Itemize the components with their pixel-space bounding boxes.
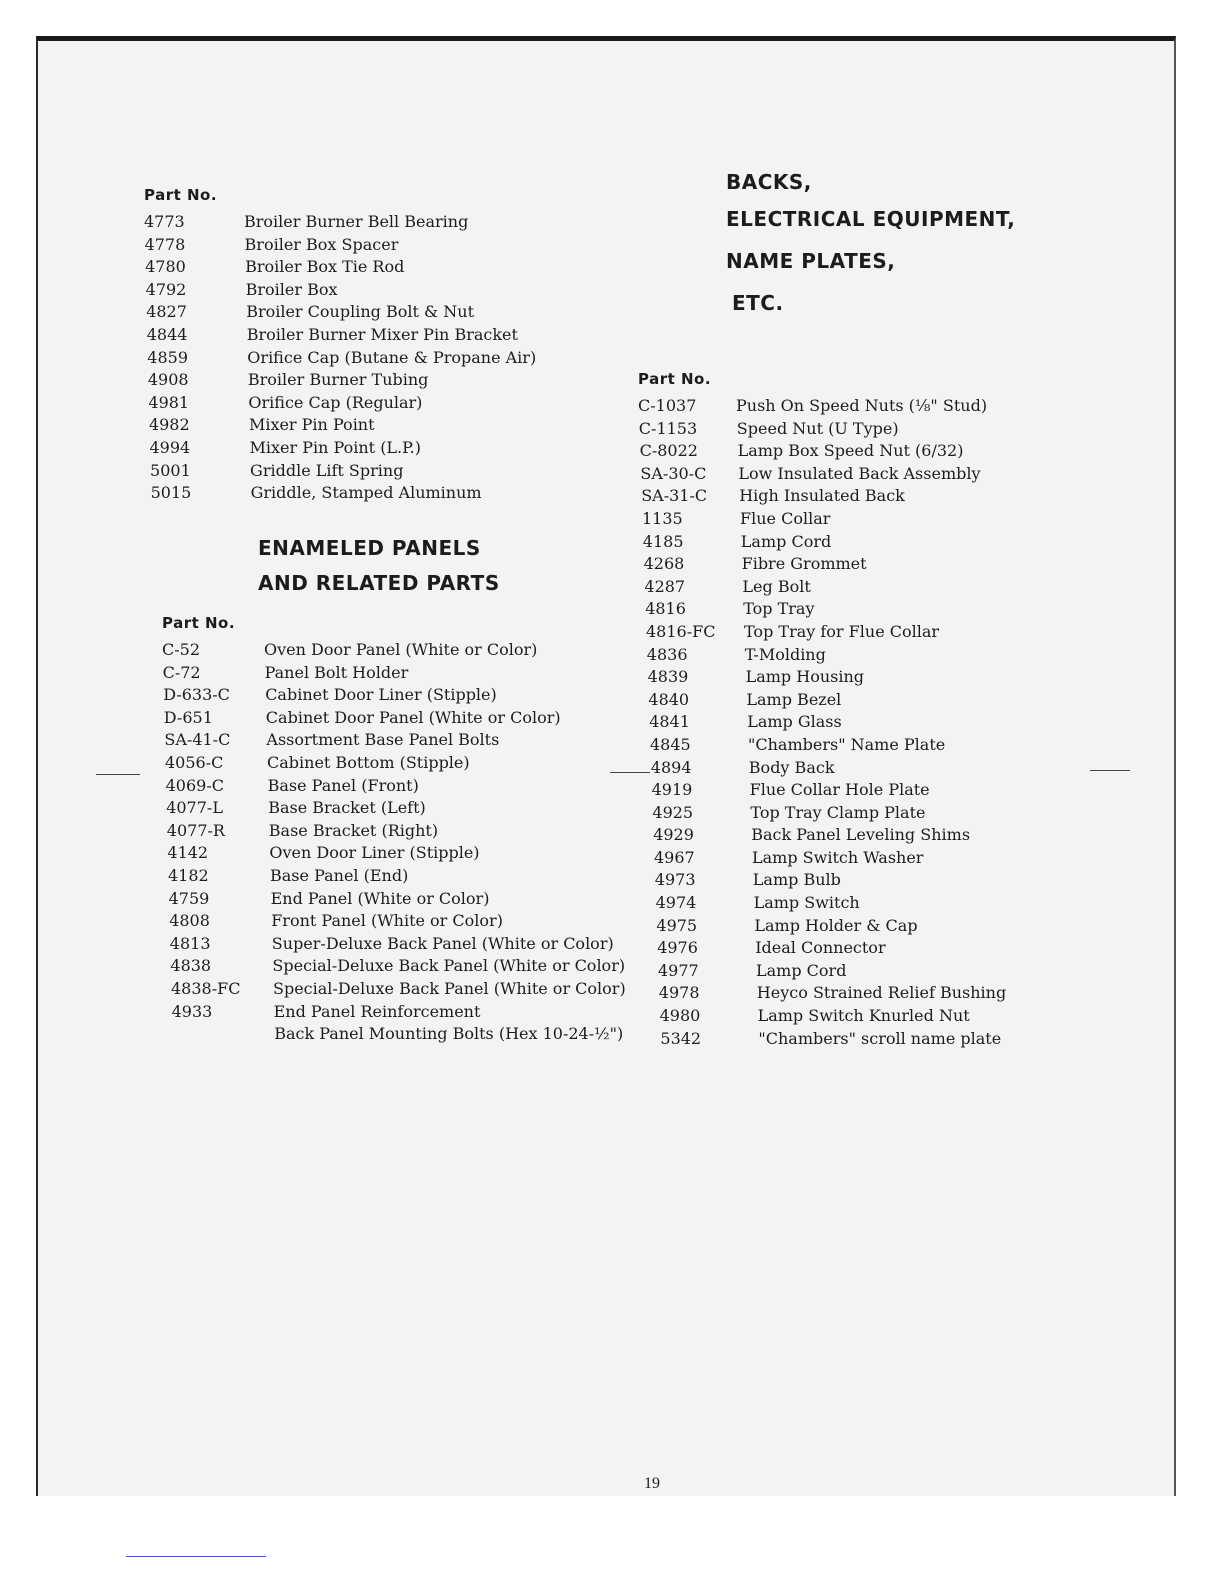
part-number: 4816-FC <box>646 621 716 641</box>
part-description: Special-Deluxe Back Panel (White or Color) <box>273 978 626 998</box>
part-number: 4836 <box>646 644 688 664</box>
part-number: 4077-L <box>166 798 223 818</box>
part-number: C-72 <box>162 662 201 682</box>
part-description: Cabinet Bottom (Stipple) <box>267 752 470 772</box>
part-description: Back Panel Leveling Shims <box>751 825 971 845</box>
parts-row <box>640 464 1020 487</box>
part-description: Body Back <box>748 757 835 777</box>
part-number: 4929 <box>653 825 694 845</box>
parts-row <box>643 532 1023 555</box>
parts-row <box>170 934 630 957</box>
part-number: 4982 <box>148 415 190 435</box>
part-description: Cabinet Door Liner (Stipple) <box>265 685 497 705</box>
part-description: Griddle Lift Spring <box>250 460 404 480</box>
part-number: 4268 <box>643 554 685 574</box>
part-number: 4813 <box>169 933 211 953</box>
part-number: 4840 <box>648 689 690 709</box>
parts-row <box>167 843 627 866</box>
part-description: Lamp Bulb <box>752 870 841 890</box>
part-description: Broiler Burner Tubing <box>247 370 429 390</box>
part-description: Low Insulated Back Assembly <box>738 463 981 483</box>
parts-row <box>169 911 629 934</box>
part-description: T-Molding <box>744 644 826 664</box>
part-number: 4808 <box>169 911 210 931</box>
part-number: 5001 <box>150 460 191 480</box>
parts-row <box>147 348 567 371</box>
part-number: 4933 <box>171 1001 213 1021</box>
parts-row <box>172 1024 632 1047</box>
part-description: Oven Door Liner (Stipple) <box>269 843 480 863</box>
part-description: Griddle, Stamped Aluminum <box>250 483 482 503</box>
part-no-header: Part No. <box>638 370 712 388</box>
part-description: End Panel Reinforcement <box>273 1001 481 1021</box>
parts-row <box>641 486 1021 509</box>
part-number: 4925 <box>652 802 694 822</box>
parts-row <box>150 461 570 484</box>
right-parts-table <box>638 370 1018 1051</box>
part-number: 4981 <box>148 392 190 412</box>
part-number: C-8022 <box>639 441 698 461</box>
part-number: 4827 <box>146 302 187 322</box>
part-description: Lamp Holder & Cap <box>754 915 918 935</box>
part-number: 4980 <box>659 1006 701 1026</box>
parts-row <box>147 325 567 348</box>
page-number: 19 <box>644 1475 660 1492</box>
section-heading-etc: ETC. <box>732 291 784 315</box>
bottom-rule <box>126 1556 266 1557</box>
part-number: 4859 <box>147 347 189 367</box>
part-number: C-1037 <box>638 396 697 415</box>
part-description: Broiler Box Spacer <box>244 234 399 254</box>
enameled-panels-section <box>258 536 658 596</box>
parts-row <box>658 961 1038 984</box>
section-heading-electrical: ELECTRICAL EQUIPMENT, <box>726 207 1016 231</box>
parts-row <box>653 825 1033 848</box>
part-number: 4778 <box>144 234 186 254</box>
part-description: "Chambers" Name Plate <box>748 734 946 754</box>
part-number: D-651 <box>163 707 213 727</box>
parts-row <box>638 396 1018 419</box>
part-description: High Insulated Back <box>739 486 905 506</box>
parts-row <box>642 509 1022 532</box>
part-number: 4773 <box>144 212 185 231</box>
part-description: Broiler Burner Mixer Pin Bracket <box>246 324 518 344</box>
part-number: 4974 <box>655 893 697 913</box>
part-description: Lamp Cord <box>756 960 847 980</box>
part-description: Lamp Switch Knurled Nut <box>757 1006 970 1026</box>
parts-row <box>648 667 1028 690</box>
margin-mark <box>96 774 140 775</box>
section-heading-name-plates: NAME PLATES, <box>726 249 896 273</box>
part-number: 4977 <box>658 960 699 980</box>
left-parts-table-2 <box>162 614 626 1047</box>
parts-row <box>652 780 1032 803</box>
parts-row <box>644 577 1024 600</box>
part-number: 4759 <box>168 888 210 908</box>
parts-row <box>648 690 1028 713</box>
left-parts-table-1 <box>144 186 564 506</box>
parts-row <box>645 599 1025 622</box>
part-description: Orifice Cap (Regular) <box>248 392 423 412</box>
part-description: Base Panel (Front) <box>267 775 419 795</box>
part-number: 4816 <box>645 599 686 619</box>
part-description: End Panel (White or Color) <box>270 888 490 908</box>
part-number: 4792 <box>145 279 187 299</box>
part-description: Base Bracket (Right) <box>268 820 439 840</box>
part-description: Base Bracket (Left) <box>268 798 426 818</box>
part-no-header: Part No. <box>144 186 218 204</box>
part-description: Base Panel (End) <box>270 865 409 885</box>
part-description: Broiler Coupling Bolt & Nut <box>246 302 475 322</box>
parts-row <box>144 212 564 235</box>
parts-row <box>650 735 1030 758</box>
part-number: 5015 <box>150 483 192 503</box>
section-heading-related-parts: AND RELATED PARTS <box>258 571 500 595</box>
part-description: Oven Door Panel (White or Color) <box>264 640 538 659</box>
part-description: Broiler Burner Bell Bearing <box>244 212 469 231</box>
part-number: 4838-FC <box>171 978 241 998</box>
part-description: Orifice Cap (Butane & Propane Air) <box>247 347 537 367</box>
parts-row <box>170 956 630 979</box>
part-description: Lamp Cord <box>740 531 832 551</box>
parts-row <box>646 622 1026 645</box>
part-number: 4056-C <box>165 752 224 772</box>
part-description: Flue Collar <box>740 508 831 528</box>
part-number: 4142 <box>167 843 209 863</box>
part-number: 4839 <box>647 667 689 687</box>
parts-row <box>657 938 1037 961</box>
parts-row <box>655 870 1035 893</box>
part-description: "Chambers" scroll name plate <box>758 1028 1002 1048</box>
part-description: Super-Deluxe Back Panel (White or Color) <box>271 933 614 953</box>
part-description: Cabinet Door Panel (White or Color) <box>265 707 561 727</box>
part-number: 4182 <box>168 865 209 885</box>
parts-row <box>652 803 1032 826</box>
parts-row <box>148 370 568 393</box>
part-description: Lamp Bezel <box>746 689 842 709</box>
parts-row <box>145 235 565 258</box>
part-number: 1135 <box>642 508 683 528</box>
part-number: SA-31-C <box>641 486 708 506</box>
part-number: 4845 <box>650 734 691 754</box>
part-description: Front Panel (White or Color) <box>271 911 503 931</box>
part-number: 4069-C <box>165 775 224 795</box>
parts-row <box>148 393 568 416</box>
part-number: 4978 <box>658 983 700 1003</box>
part-description: Back Panel Mounting Bolts (Hex 10-24-½") <box>274 1024 624 1044</box>
part-no-header: Part No. <box>162 614 236 632</box>
parts-row <box>644 554 1024 577</box>
parts-row <box>145 257 565 280</box>
parts-row <box>166 776 626 799</box>
parts-row <box>169 889 629 912</box>
part-description: Panel Bolt Holder <box>264 662 409 682</box>
part-description: Mixer Pin Point (L.P.) <box>249 437 421 457</box>
parts-row <box>146 280 566 303</box>
parts-row <box>149 415 569 438</box>
part-description: Heyco Strained Relief Bushing <box>756 983 1007 1003</box>
part-description: Lamp Box Speed Nut (6/32) <box>737 441 964 461</box>
parts-list <box>144 212 564 506</box>
part-description: Lamp Switch Washer <box>752 847 924 867</box>
parts-row <box>150 438 570 461</box>
part-number: 4838 <box>170 956 212 976</box>
part-number: 4908 <box>147 370 189 390</box>
part-number: 4844 <box>146 324 188 344</box>
parts-row <box>172 1002 632 1025</box>
part-description: Flue Collar Hole Plate <box>749 780 930 800</box>
part-number: 4185 <box>642 531 684 551</box>
parts-row <box>654 848 1034 871</box>
parts-row <box>647 645 1027 668</box>
part-description: Fibre Grommet <box>741 554 867 574</box>
part-description: Special-Deluxe Back Panel (White or Color) <box>272 956 626 976</box>
part-description: Ideal Connector <box>755 938 886 958</box>
parts-row <box>649 712 1029 735</box>
parts-row <box>146 302 566 325</box>
parts-row <box>639 419 1019 442</box>
part-number: 5342 <box>660 1028 702 1048</box>
section-heading-backs: BACKS, <box>726 170 812 194</box>
parts-row <box>164 708 624 731</box>
parts-row <box>165 753 625 776</box>
parts-row <box>640 441 1020 464</box>
parts-row <box>166 798 626 821</box>
parts-row <box>171 979 631 1002</box>
parts-row <box>162 640 622 663</box>
parts-row <box>660 1029 1040 1052</box>
part-description: Top Tray Clamp Plate <box>750 802 926 822</box>
part-description: Assortment Base Panel Bolts <box>266 730 500 750</box>
part-description: Lamp Housing <box>745 667 865 687</box>
section-heading-enameled: ENAMELED PANELS <box>258 536 481 560</box>
parts-row <box>656 893 1036 916</box>
part-number: 4077-R <box>166 820 225 840</box>
parts-list <box>638 396 1018 1051</box>
parts-row <box>167 821 627 844</box>
part-number: 4976 <box>657 938 698 958</box>
margin-mark <box>1090 770 1130 771</box>
part-number: D-633-C <box>163 685 230 705</box>
parts-row <box>164 730 624 753</box>
part-description: Leg Bolt <box>742 576 811 596</box>
part-number: 4287 <box>644 576 686 596</box>
part-number: C-52 <box>162 640 201 659</box>
parts-row <box>651 758 1031 781</box>
part-number: 4994 <box>149 437 191 457</box>
part-number: C-1153 <box>638 418 698 438</box>
margin-mark <box>610 772 650 773</box>
part-number: 4967 <box>654 847 695 867</box>
part-description: Top Tray for Flue Collar <box>744 621 940 641</box>
part-number: 4841 <box>649 712 690 732</box>
parts-row <box>659 983 1039 1006</box>
part-number: 4894 <box>650 757 692 777</box>
parts-row <box>168 866 628 889</box>
parts-row <box>660 1006 1040 1029</box>
part-description: Broiler Box <box>245 279 338 299</box>
parts-row <box>656 916 1036 939</box>
part-number: SA-41-C <box>164 730 231 750</box>
part-number: 4975 <box>656 915 698 935</box>
part-description: Broiler Box Tie Rod <box>245 257 405 277</box>
part-description: Lamp Switch <box>753 893 860 913</box>
part-description: Speed Nut (U Type) <box>736 418 899 438</box>
part-description: Push On Speed Nuts (⅛" Stud) <box>736 396 988 415</box>
part-description: Lamp Glass <box>747 712 842 732</box>
part-description: Top Tray <box>743 599 815 619</box>
parts-row <box>151 483 571 506</box>
parts-row <box>163 685 623 708</box>
part-number: 4919 <box>651 780 693 800</box>
parts-list <box>162 640 626 1047</box>
part-number: SA-30-C <box>640 463 707 483</box>
backs-electrical-section <box>726 170 1086 342</box>
part-number: 4973 <box>654 870 696 890</box>
parts-row <box>163 663 623 686</box>
part-number: 4780 <box>145 257 186 277</box>
part-description: Mixer Pin Point <box>248 415 375 435</box>
